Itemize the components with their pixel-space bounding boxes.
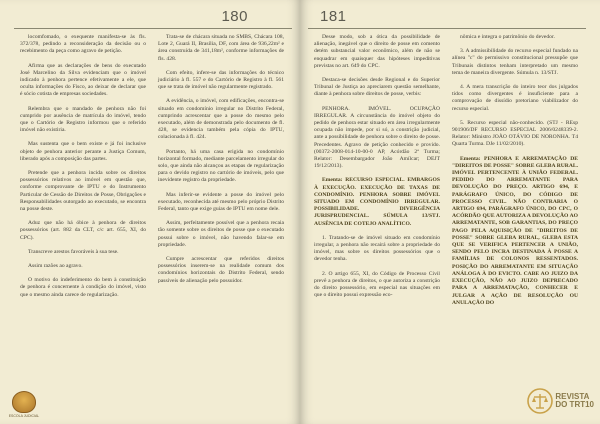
paragraph: Mas sustenta que o bem existe e já foi inclusive objeto de penhora anterior perante a Justiça Comum, liberado após a composição das partes.: [20, 141, 146, 162]
paragraph: nômica e integra o patrimônio do devedor.: [460, 34, 555, 40]
revista-logo: [527, 388, 594, 414]
paragraph: Cumpre acrescentar que referidos direitos possessórios inserem-se na realidade comum dos condomínios horizontais do Distrito Federal, sendo passíveis de alienação pelo possuidor.: [158, 256, 284, 284]
paragraph: Relembra que o mandado de penhora não foi cumprido por ausência de matrícula do imóvel, tendo que o Cartório de Registro informou que o referido imóvel não existiria.: [20, 105, 146, 134]
paragraph: locomfomado, o exequente manifesta-se às fls. 372/378, pedindo a reconsideração da decisão ou o recebimento da peça como agravo de petição.: [20, 34, 146, 55]
text-columns: [20, 34, 284, 306]
logo-line-1: REVISTA: [555, 392, 590, 401]
header-rule: [308, 28, 586, 29]
emblem-icon: [12, 391, 36, 413]
right-page: [300, 0, 600, 424]
revista-logo-text: [555, 393, 594, 409]
escola-judicial-logo: [8, 391, 40, 418]
paragraph: Afirma que as declarações de bens do executado José Marcelino da Silva evidenciam que o imóvel indicado à penhora pertence efetivamente a ele, que oculta informações do Fisco, ao deixar de declarar que é sócio cotista de empresas sociedades.: [20, 62, 146, 98]
text-column-2: [452, 34, 578, 314]
text-columns: [314, 34, 582, 314]
paragraph: O motivo do indeferimento do bem à constituição de penhora é concernente à condição do imóvel, visto que o mesmo ainda carece de regularização.: [20, 277, 146, 298]
paragraph: Ementa: RECURSO ESPECIAL. EMBARGOS À EXECUÇÃO. EXECUÇÃO DE TAXAS DE CONDOMÍNIO. PENHORA SOBRE IMÓVEL SITUADO EM CONDOMÍNIO IRREGULAR. POSSIBILIDADE. DIVERGÊNCIA JURISPRUDENCIAL. SÚMULA 13/STJ. AUSÊNCIA DE COTEJO ANALÍTICO.: [314, 177, 440, 227]
paragraph: PENHORA. IMÓVEL. OCUPAÇÃO IRREGULAR. A circunstância do imóvel objeto do pedido de penhora estar situado em área irregularmente ocupada não impede, por si só, a constrição judicial, ante a possibilidade de penhora sobre o direito de posse. Precedentes. Agravo de petição conhecido e provido. (00372-2008-014-10-00-0 AP, Acórdão 2ª Turma; Relator: Desembargador João Amílcar; DEJT 19/12/2013).: [314, 105, 440, 170]
scales-of-justice-icon: [527, 388, 553, 414]
paragraph: Assim razões ao agravo.: [28, 263, 83, 270]
page-number: 181: [320, 8, 347, 25]
paragraph: Ementa: PENHORA E ARREMATAÇÃO DE "DIREITOS DE POSSE" SOBRE GLEBA RURAL. IMÓVEL PERTENCENTE À UNIÃO FEDERAL. PEDIDO DO ARREMATANTE PARA DEVOLUÇÃO DO PREÇO. ARTIGO 694, E PARÁGRAFO ÚNICO, DO CÓDIGO DE PROCESSO CIVIL. NÃO CONTRARIA O ARTIGO 694, PARÁGRAFO ÚNICO, DO CPC, O ACÓRDÃO QUE AUTORIZA A DEVOLUÇÃO AO ARREMATANTE, SOB GARANTIAS, DO PREÇO PAGO PELA AQUISIÇÃO DE "DIREITOS DE POSSE" SOBRE GLEBA RURAL, GLEBA ESTA QUE SE VERIFICA PERTENCER A UNIÃO, SENDO PELO INCRA DESTINADA À POSSE A FAMÍLIAS DE COLONOS RESSENTADOS. POSIÇÃO DO ARREMATANTE EM SITUAÇÃO ANÁLOGA À DO EVICTO. CABE AO JUIZO DA EXECUÇÃO, NÃO AO JUIZO DEPRECADO PARA A ARREMATAÇÃO, CONHECER E JULGAR A AÇÃO DE RESOLUÇÃO OU ANULAÇÃO DO: [452, 155, 578, 306]
paragraph: 3. A admissibilidade do recurso especial fundado na alínea "c" do permissivo constitucional pressupõe que Tribunais distintos tenham interpretado um mesmo tema de maneira divergente. Súmula n. 13/STJ.: [452, 48, 578, 76]
logo-line-2: DO TRT10: [555, 400, 594, 409]
paragraph: 4. A mera transcrição do inteiro teor dos julgados tidos como divergentes é insuficiente para a comprovação de dissídio pretoriano viabilizador do recurso especial.: [452, 84, 578, 112]
paragraph: A evidência, o imóvel, com edificações, encontra-se situado em condomínio irregular no Distrito Federal, cumprindo acrescentar que a posse do mesmo pelo executado, além de demonstrada pelo documento de fl. 428, se evidencia também pela cópia do IPTU, colacionada à fl. 424.: [158, 98, 284, 141]
paragraph: Com efeito, infere-se das informações do técnico judiciário à fl. 557 e do Cartório de Registro à fl. 561 que se trata de imóvel não regularmente registrado.: [158, 69, 284, 91]
paragraph: Trata-se de chácara situada no SMBS, Chácara 108, Lote 2, Guará II, Brasília, DF, com área de 936,22m² e área construída de 341,18m², conforme informações de fls. 428.: [158, 34, 284, 62]
page-number: 180: [221, 8, 248, 25]
paragraph: Assim, perfeitamente possível que a penhora recaia tão somente sobre os direitos de posse que o executado possui sobre o imóvel, não havendo falar-se em propriedade.: [158, 220, 284, 248]
paragraph: 2. O artigo 655, XI, do Código de Processo Civil prevê a penhora de direitos, o que autoriza a constrição do direito possessório, em especial nas situações em que o direito possui expressão eco-: [314, 270, 440, 299]
paragraph: Desse modo, sob a ótica da possibilidade de alienação, inegável que o direito de posse em comento detém substancial valor econômico, além de não se enquadrar em quaisquer das hipóteses impeditivas previstas no art. 649 do CPC.: [314, 34, 440, 69]
text-column-1: [20, 34, 146, 306]
header-rule: [14, 28, 292, 29]
paragraph: Destaca-se decisões desde Regional e do Superior Tribunal de Justiça ao apreciarem questão semelhante, diante à penhora sobre direitos de posse, verbis:: [314, 77, 440, 98]
paragraph: Aduz que não há óbice à penhora de direitos possessórios (art. 882 da CLT, c/c art. 655, XI, do CPC).: [20, 220, 146, 241]
paragraph: Portanto, há uma casa erigida no condomínio horizontal formado, mediante parcelamento irregular do solo, que ainda não alcançou as etapas de regularização para o devido registro no cartório de imóveis, pelo que inevidente registro da propriedade.: [158, 148, 284, 184]
paragraph: 1. Tratando-se de imóvel situado em condomínio irregular, a penhora não recairá sobre a propriedade do imóvel, mas sobre os direitos possessórios que o devedor tenha.: [314, 234, 440, 263]
paragraph: 5. Recurso especial não-conhecido. (STJ - REsp 901906/DF RECURSO ESPECIAL 2006/0248339-2. Relator: Ministro JOÃO OTÁVIO DE NORONHA. T4 Quarta Turma. DJe 11/02/2010).: [452, 119, 578, 148]
paragraph: Transcreve arestos favoráveis à sua tese.: [28, 248, 119, 255]
logo-caption: ESCOLA JUDICIAL: [8, 414, 40, 418]
text-column-1: [314, 34, 440, 314]
text-column-2: [158, 34, 284, 306]
paragraph: Pretende que a penhora incida sobre os direitos possessórios relativos ao imóvel em questão que, conforme comprovante de IPTU e do Instrumento Particular de Cessão de Direitos de Posse, Obrigações e Responsabilidades outorgado ao executado, se encontra na posse deste.: [20, 170, 146, 213]
paragraph: Mas inferir-se evidente a posse do imóvel pelo executado, reconhecida até mesmo pelo próprio Distrito Federal, tanto que exige guias de IPTU em nome dele.: [158, 191, 284, 213]
